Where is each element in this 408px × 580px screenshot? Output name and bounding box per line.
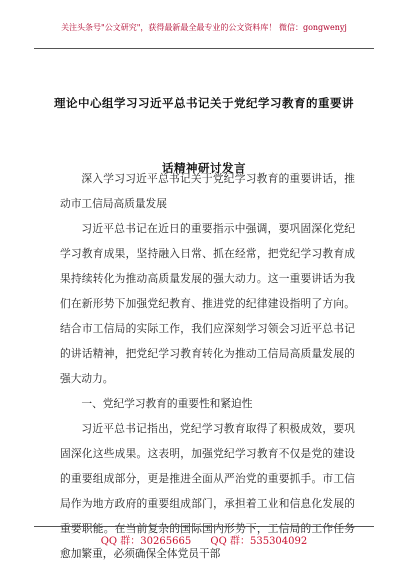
document-title-line-1: 理论中心组学习习近平总书记关于党纪学习教育的重要讲 [54, 96, 354, 110]
footer-divider [34, 526, 374, 527]
paragraph-intro: 习近平总书记在近日的重要指示中强调，要巩固深化党纪学习教育成果，坚持融入日常、抓在经常，把党纪学习教育成果持续转化为推动高质量发展的强大动力。这一重要讲话为我们在新形势下加强党纪教育、推进党的纪律建设指明了方向。结合市工信局的实际工作，我们应深刻学习领会习近平总书记的讲话精神，把党纪学习教育转化为推动工信局高质量发展的强大动力。 [60, 222, 355, 385]
section-heading: 一、党纪学习教育的重要性和紧迫性 [81, 397, 253, 410]
header-divider [34, 48, 374, 49]
document-title-line-2: 话精神研讨发言 [162, 161, 246, 175]
footer-qq-group-1: QQ 群：30265665 [100, 536, 192, 547]
document-body [60, 166, 355, 566]
paragraph-section-one: 习近平总书记指出，党纪学习教育取得了积极成效，要巩固深化这些成果。这表明，加强党纪学习教育不仅是党的建设的重要组成部分，更是推进全面从严治党的重要抓手。市工信局作为地方政府的重要组成部门，承担着工业和信息化发展的重要职能。在当前复杂的国际国内形势下，工信局的工作任务愈加繁重，必须确保全体党员干部 [60, 422, 355, 560]
footer-qq-group-2: QQ 群：535304092 [210, 536, 308, 547]
paragraph-subtitle: 深入学习习近平总书记关于党纪学习教育的重要讲话，推动市工信局高质量发展 [60, 172, 355, 210]
footer [0, 532, 408, 547]
header-notice: 关注头条号"公文研究"，获得最新最全最专业的公文资料库！ 微信：gongwenyj [61, 23, 347, 32]
